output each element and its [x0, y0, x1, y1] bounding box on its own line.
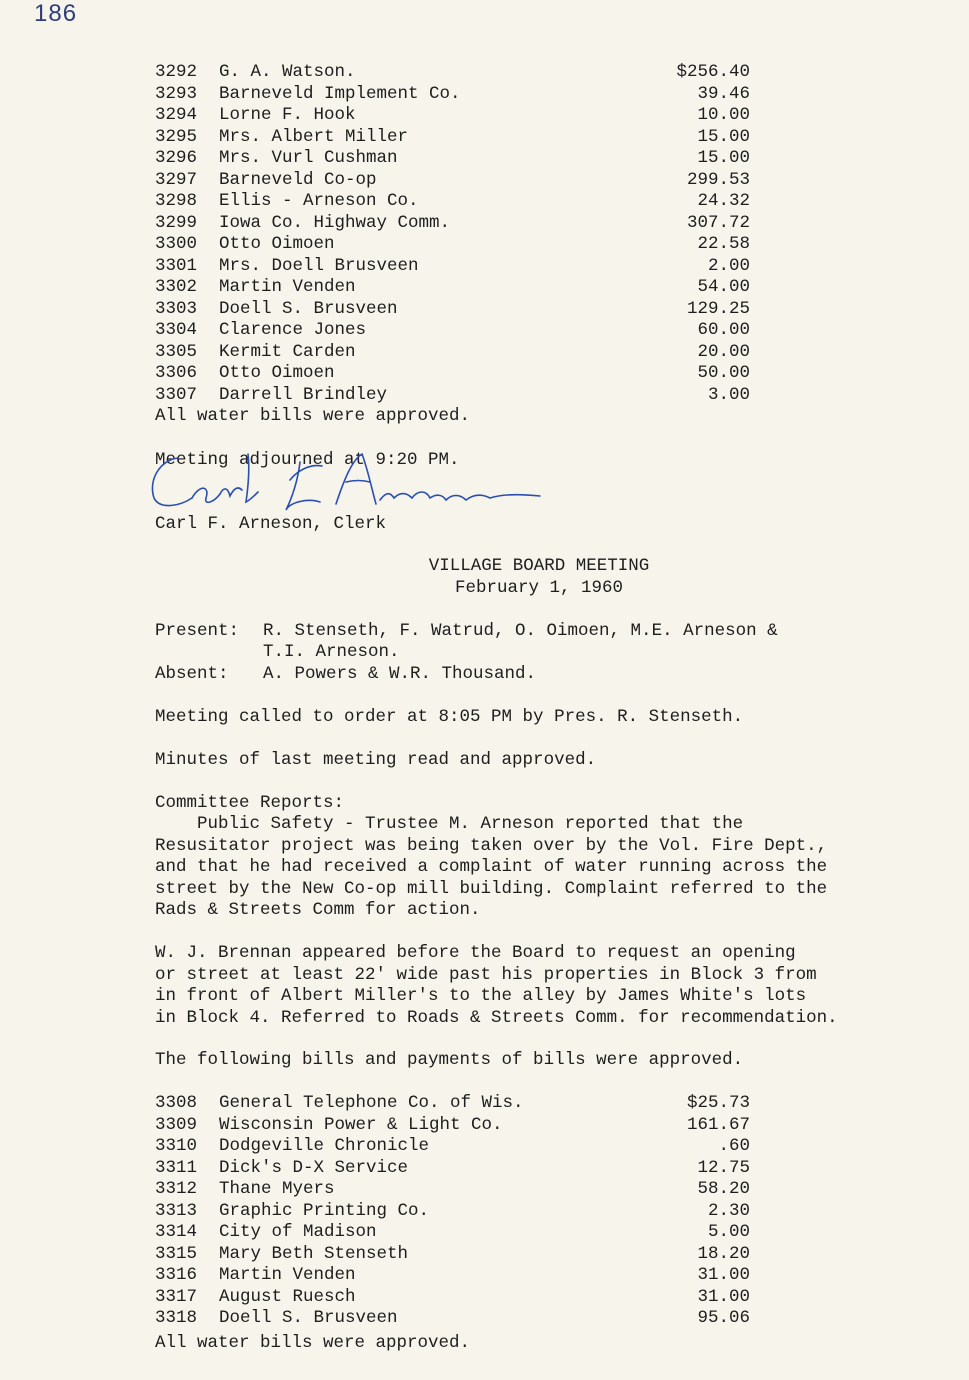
bill-payee: Mary Beth Stenseth — [219, 1243, 409, 1264]
bill-payee: G. A. Watson. — [219, 62, 356, 82]
bill-payee: Darrell Brindley — [219, 384, 388, 405]
bill-number: 3301 — [155, 255, 198, 276]
bill-row — [0, 1179, 969, 1201]
bill-payee: General Telephone Co. of Wis. — [219, 1093, 524, 1113]
bill-row — [0, 1222, 969, 1244]
paragraph-line: in front of Albert Miller's to the alley by James White's lots — [155, 986, 807, 1006]
bill-number: 3292 — [155, 62, 198, 82]
bill-amount: 15.00 — [697, 126, 750, 147]
bill-number: 3300 — [155, 234, 198, 254]
bill-row — [0, 1287, 969, 1309]
present-names-line-1: R. Stenseth, F. Watrud, O. Oimoen, M.E. Arneson & — [263, 621, 778, 641]
call-to-order: Meeting called to order at 8:05 PM by Pres. R. Stenseth. — [155, 707, 744, 727]
paragraph-line: Resusitator project was being taken over by the Vol. Fire Dept., — [155, 835, 828, 856]
bill-number: 3305 — [155, 341, 198, 362]
bill-row — [0, 342, 969, 364]
bill-payee: Ellis - Arneson Co. — [219, 191, 419, 211]
bill-row — [0, 256, 969, 278]
bill-payee: Wisconsin Power & Light Co. — [219, 1114, 503, 1135]
bill-row — [0, 1265, 969, 1287]
bill-number: 3299 — [155, 212, 198, 233]
bill-payee: City of Madison — [219, 1222, 377, 1242]
bill-number: 3316 — [155, 1265, 198, 1285]
bill-number: 3307 — [155, 384, 198, 405]
bill-number: 3303 — [155, 298, 198, 319]
bills-ledger-bottom — [0, 1093, 969, 1330]
bill-row — [0, 385, 969, 407]
bill-row — [0, 105, 969, 127]
bill-payee: Martin Venden — [219, 277, 356, 297]
bill-amount: 129.25 — [686, 298, 750, 319]
bill-number: 3304 — [155, 320, 198, 340]
bill-row — [0, 1244, 969, 1266]
paragraph-line: Public Safety - Trustee M. Arneson reported that the — [155, 814, 744, 834]
handwritten-signature — [140, 440, 560, 520]
bill-number: 3313 — [155, 1200, 198, 1221]
bill-row — [0, 170, 969, 192]
bill-amount: 54.00 — [697, 277, 750, 297]
meeting-date: February 1, 1960 — [454, 578, 624, 598]
bill-amount: 95.06 — [697, 1308, 750, 1328]
bill-row — [0, 84, 969, 106]
paragraph-line: in Block 4. Referred to Roads & Streets Comm. for recommendation. — [155, 1007, 838, 1028]
bill-row — [0, 1093, 969, 1115]
bill-amount: 39.46 — [697, 83, 750, 104]
bill-number: 3314 — [155, 1222, 198, 1242]
present-label: Present: — [155, 621, 240, 641]
bill-row — [0, 127, 969, 149]
bill-row — [0, 191, 969, 213]
bills-intro: The following bills and payments of bills were approved. — [155, 1050, 744, 1070]
bills-ledger-top — [0, 62, 969, 406]
bill-number: 3302 — [155, 277, 198, 297]
bill-payee: Martin Venden — [219, 1265, 356, 1285]
bill-payee: Lorne F. Hook — [219, 105, 356, 125]
bill-amount: 50.00 — [697, 363, 750, 383]
bill-number: 3315 — [155, 1243, 198, 1264]
bill-row — [0, 62, 969, 84]
bill-amount: 24.32 — [697, 191, 750, 211]
bill-amount: 307.72 — [686, 212, 750, 233]
bill-payee: Thane Myers — [219, 1179, 335, 1199]
bill-number: 3317 — [155, 1286, 198, 1307]
public-safety-report — [155, 814, 827, 922]
bill-payee: Iowa Co. Highway Comm. — [219, 212, 451, 233]
committee-reports-heading: Committee Reports: — [155, 793, 345, 813]
bill-number: 3311 — [155, 1157, 198, 1178]
bill-number: 3312 — [155, 1179, 198, 1199]
bill-amount: 15.00 — [697, 148, 750, 168]
present-names-line-2: T.I. Arneson. — [263, 642, 400, 662]
bill-amount: 12.75 — [697, 1157, 750, 1178]
bill-payee: Doell S. Brusveen — [219, 1308, 398, 1328]
bill-amount: 2.00 — [707, 255, 750, 276]
adjournment-line: Meeting adjourned at 9:20 PM. — [155, 450, 460, 470]
paragraph-line: W. J. Brennan appeared before the Board to request an opening — [155, 943, 796, 963]
bill-payee: Doell S. Brusveen — [219, 298, 398, 319]
bill-number: 3297 — [155, 169, 198, 190]
clerk-signature-line: Carl F. Arneson, Clerk — [155, 514, 387, 534]
bill-payee: Mrs. Doell Brusveen — [219, 255, 419, 276]
bill-amount: 31.00 — [697, 1286, 750, 1307]
bill-amount: 18.20 — [697, 1243, 750, 1264]
bill-number: 3310 — [155, 1136, 198, 1156]
bill-number: 3306 — [155, 363, 198, 383]
bill-row — [0, 1115, 969, 1137]
page-number: 186 — [34, 0, 78, 27]
bill-payee: Otto Oimoen — [219, 234, 335, 254]
bill-payee: Mrs. Vurl Cushman — [219, 148, 398, 168]
water-bills-note-top: All water bills were approved. — [155, 406, 471, 426]
absent-label: Absent: — [155, 664, 229, 684]
bill-amount: 5.00 — [707, 1222, 750, 1242]
paragraph-line: or street at least 22' wide past his properties in Block 3 from — [155, 964, 817, 985]
minutes-approved: Minutes of last meeting read and approved. — [155, 750, 597, 770]
bill-row — [0, 234, 969, 256]
bill-row — [0, 1308, 969, 1330]
paragraph-line: and that he had received a complaint of water running across the — [155, 857, 828, 877]
bill-number: 3309 — [155, 1114, 198, 1135]
bill-number: 3294 — [155, 105, 198, 125]
bill-amount: $256.40 — [676, 62, 750, 82]
bill-number: 3295 — [155, 126, 198, 147]
bill-amount: .60 — [718, 1136, 750, 1156]
bill-amount: 299.53 — [686, 169, 750, 190]
bill-payee: Barneveld Co-op — [219, 169, 377, 190]
bill-number: 3318 — [155, 1308, 198, 1328]
bill-row — [0, 213, 969, 235]
bill-row — [0, 148, 969, 170]
bill-amount: 60.00 — [697, 320, 750, 340]
paragraph-line: street by the New Co-op mill building. Complaint referred to the — [155, 878, 828, 899]
bill-amount: 58.20 — [697, 1179, 750, 1199]
bill-row — [0, 363, 969, 385]
bill-row — [0, 277, 969, 299]
bill-payee: Kermit Carden — [219, 341, 356, 362]
bill-number: 3298 — [155, 191, 198, 211]
bill-amount: 31.00 — [697, 1265, 750, 1285]
bill-amount: 10.00 — [697, 105, 750, 125]
bill-amount: 3.00 — [707, 384, 750, 405]
bill-payee: Mrs. Albert Miller — [219, 126, 409, 147]
bill-amount: 20.00 — [697, 341, 750, 362]
bill-amount: $25.73 — [686, 1093, 750, 1113]
bill-row — [0, 320, 969, 342]
meeting-title: VILLAGE BOARD MEETING — [428, 556, 650, 576]
bill-row — [0, 1201, 969, 1223]
water-bills-note-bottom: All water bills were approved. — [155, 1333, 471, 1353]
bill-payee: Graphic Printing Co. — [219, 1200, 430, 1221]
bill-number: 3293 — [155, 83, 198, 104]
bill-payee: Dick's D-X Service — [219, 1157, 409, 1178]
bill-payee: Barneveld Implement Co. — [219, 83, 461, 104]
bill-row — [0, 1158, 969, 1180]
bill-payee: Clarence Jones — [219, 320, 367, 340]
brennan-request — [155, 943, 838, 1029]
bill-payee: August Ruesch — [219, 1286, 356, 1307]
bill-row — [0, 299, 969, 321]
bill-amount: 22.58 — [697, 234, 750, 254]
bill-amount: 2.30 — [707, 1200, 750, 1221]
bill-row — [0, 1136, 969, 1158]
absent-names: A. Powers & W.R. Thousand. — [263, 664, 537, 684]
paragraph-line: Rads & Streets Comm for action. — [155, 900, 481, 920]
bill-number: 3308 — [155, 1093, 198, 1113]
bill-payee: Otto Oimoen — [219, 363, 335, 383]
bill-payee: Dodgeville Chronicle — [219, 1136, 430, 1156]
bill-number: 3296 — [155, 148, 198, 168]
bill-amount: 161.67 — [686, 1114, 750, 1135]
